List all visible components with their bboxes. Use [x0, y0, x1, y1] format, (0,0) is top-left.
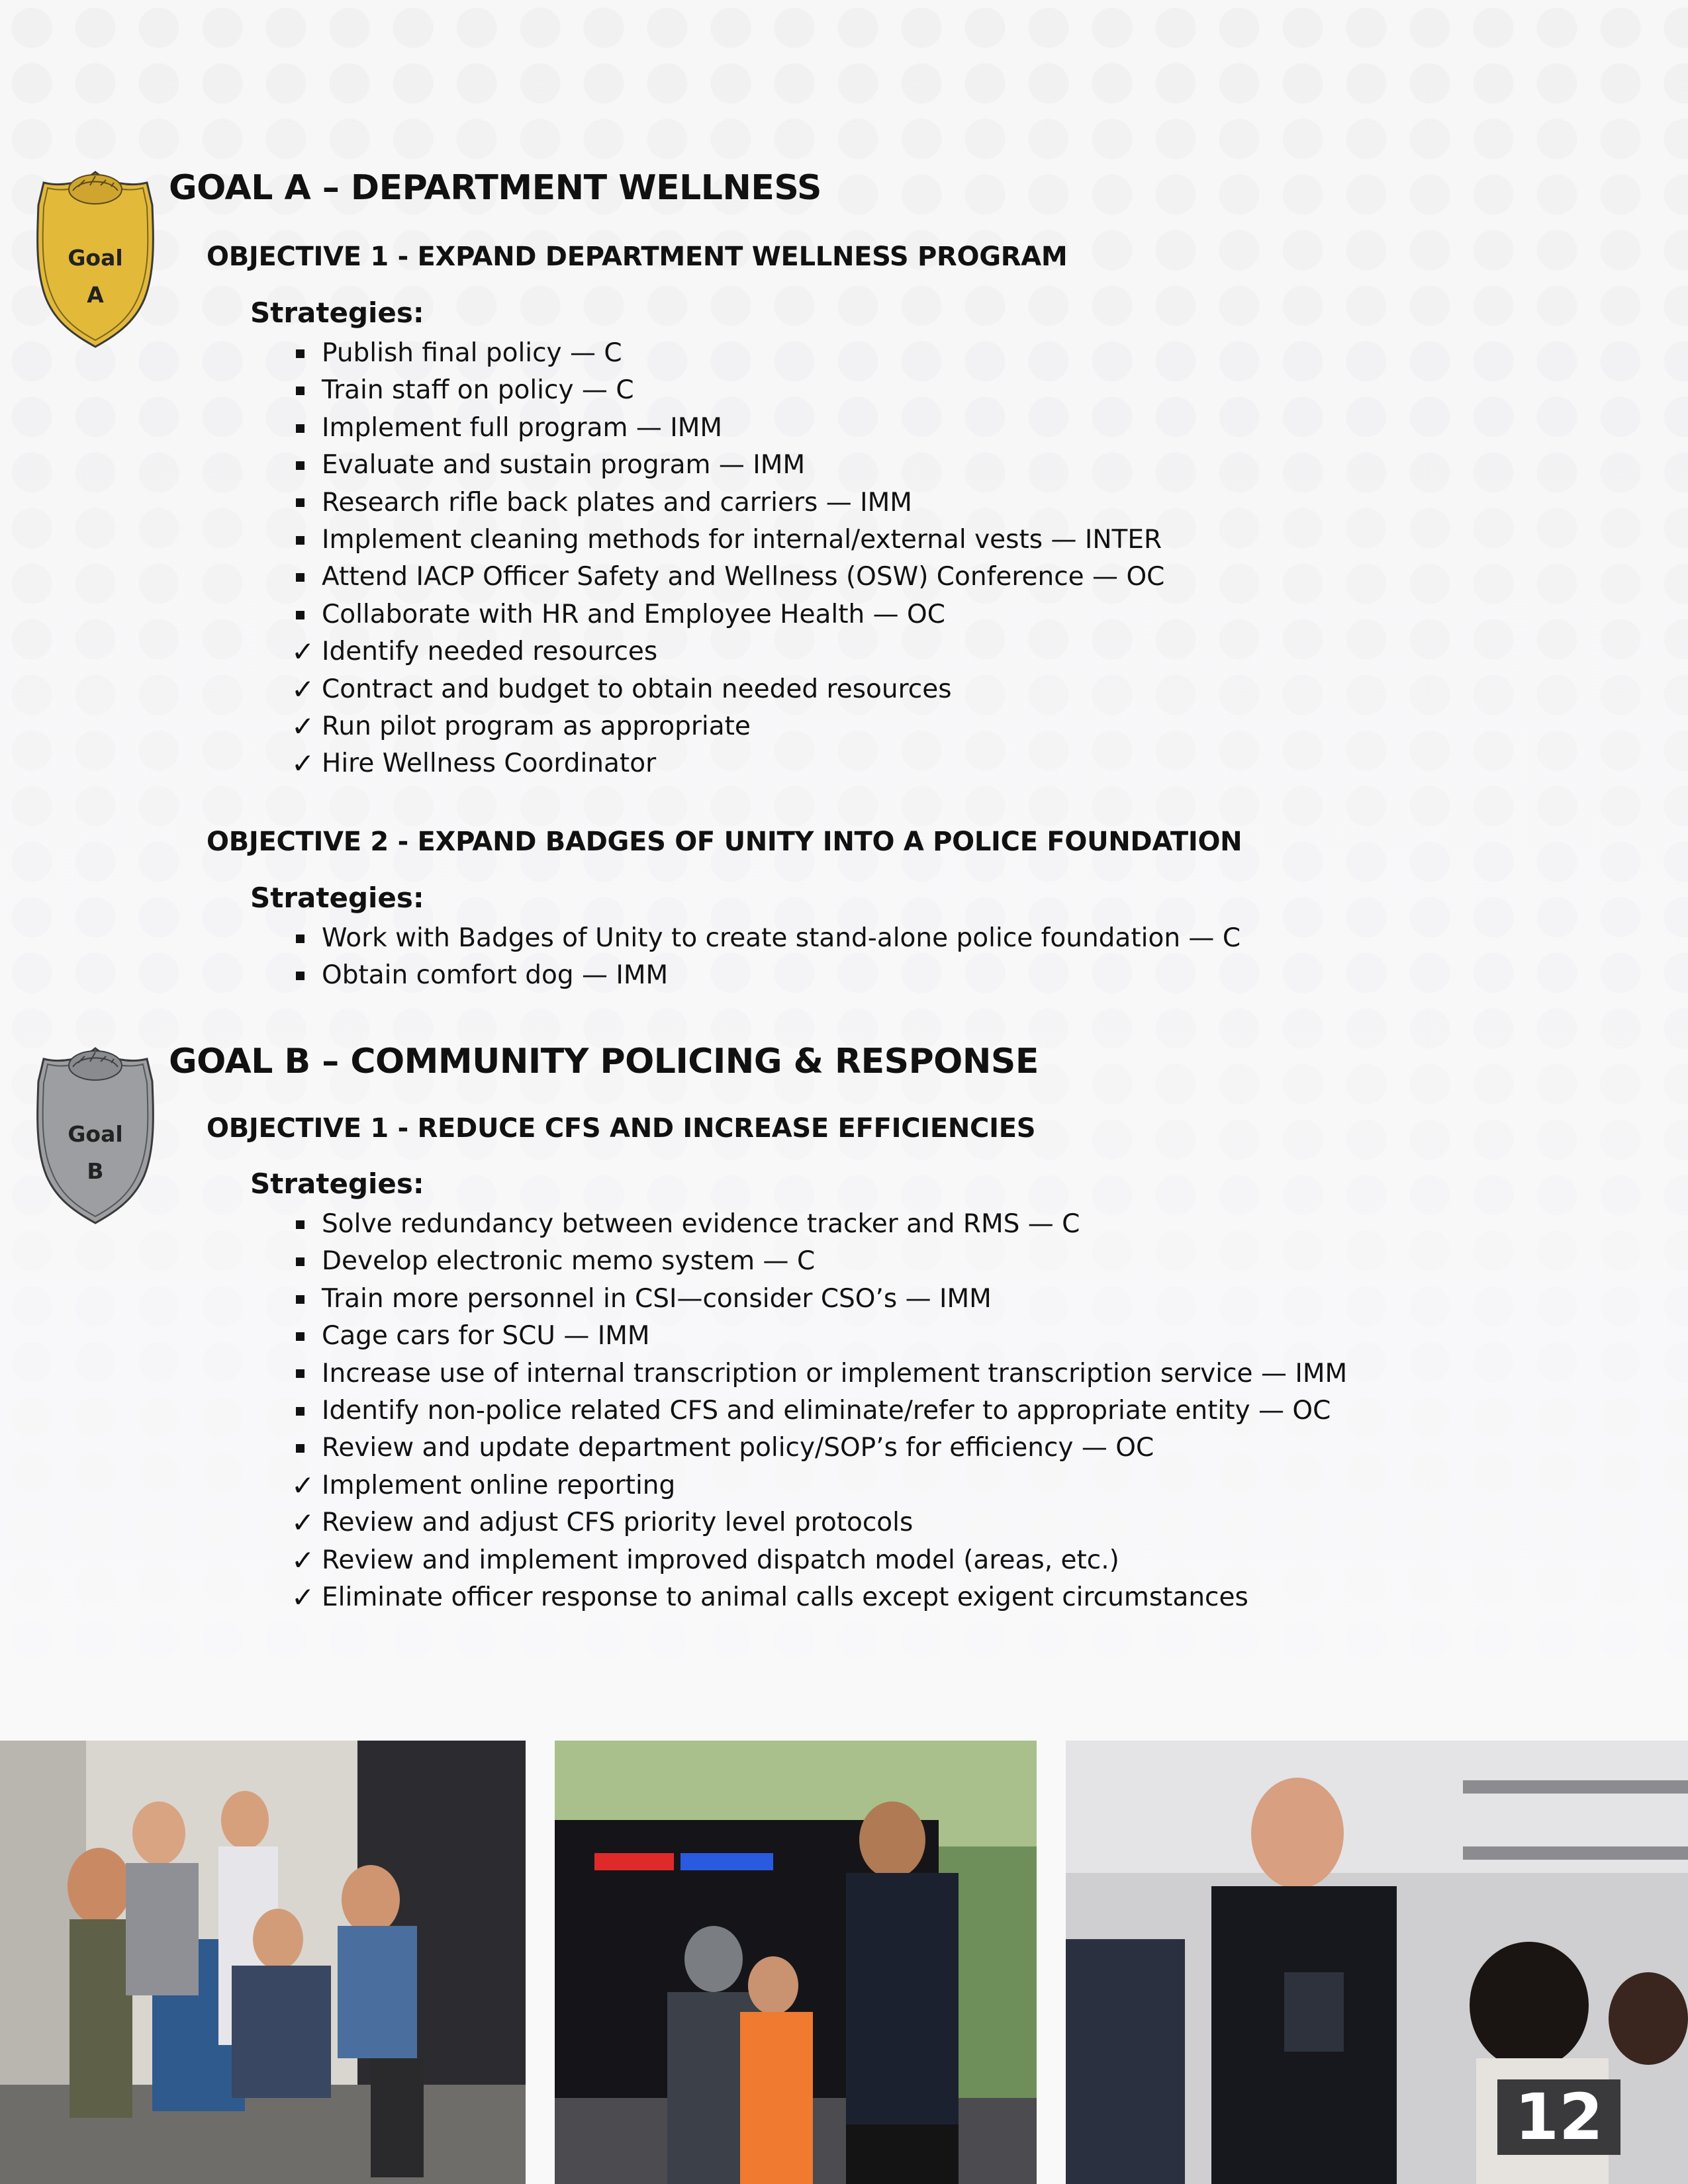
checkmark-icon: ✓ — [291, 1506, 315, 1539]
strategy-text: Obtain comfort dog — IMM — [322, 960, 669, 991]
strategy-item — [291, 957, 1241, 994]
checkmark-icon: ✓ — [291, 747, 315, 780]
checkmark-icon: ✓ — [291, 1581, 315, 1614]
strategy-text: Review and implement improved dispatch model (areas, etc.) — [322, 1545, 1119, 1575]
photo-staff-group-image — [0, 1741, 526, 2184]
bullet-square-icon — [296, 1257, 305, 1266]
strategy-item — [291, 484, 1164, 522]
goal-a-badge — [34, 167, 156, 349]
photo-staff-group — [0, 1741, 526, 2184]
strategy-text: Publish final policy — C — [322, 338, 622, 368]
strategy-item — [291, 671, 1164, 708]
strategy-text: Train more personnel in CSI—consider CSO’s — IMM — [322, 1283, 992, 1314]
checkmark-icon: ✓ — [291, 635, 315, 668]
bullet-square-icon — [296, 1295, 305, 1304]
strategy-text: Implement cleaning methods for internal/external vests — INTER — [322, 525, 1162, 555]
bullet-square-icon — [296, 1369, 305, 1378]
strategy-item — [291, 447, 1164, 484]
bullet-square-icon — [296, 387, 305, 395]
goal-b-objective-1-title: OBJECTIVE 1 - REDUCE CFS AND INCREASE EFFICIENCIES — [207, 1113, 1036, 1144]
strategy-item — [291, 633, 1164, 670]
goal-b-badge — [34, 1043, 156, 1226]
strategy-item — [291, 559, 1164, 596]
checkmark-icon: ✓ — [291, 672, 315, 705]
badge-line-goal: Goal — [68, 1121, 123, 1147]
strategy-text: Research rifle back plates and carriers — IMM — [322, 487, 912, 518]
strategy-text: Develop electronic memo system — C — [322, 1246, 816, 1277]
photo-officer-kids-car — [555, 1741, 1037, 2184]
strategy-text: Review and update department policy/SOP’s for efficiency — OC — [322, 1433, 1154, 1463]
strategy-item — [291, 410, 1164, 447]
goal-a-objective-2-title: OBJECTIVE 2 - EXPAND BADGES OF UNITY INTO A POLICE FOUNDATION — [207, 827, 1243, 857]
strategy-item — [291, 372, 1164, 409]
strategy-item — [291, 596, 1164, 633]
strategy-item — [291, 1243, 1347, 1280]
bullet-square-icon — [296, 424, 305, 433]
strategy-text: Identify non-police related CFS and eliminate/refer to appropriate entity — OC — [322, 1396, 1331, 1426]
bullet-square-icon — [296, 972, 305, 980]
checkmark-icon: ✓ — [291, 1543, 315, 1576]
bullet-square-icon — [296, 934, 305, 943]
strategy-text: Cage cars for SCU — IMM — [322, 1321, 650, 1351]
badge-line-letter: A — [87, 282, 104, 308]
goal-a-objective-2-strategies-label: Strategies: — [250, 882, 424, 914]
strategy-text: Evaluate and sustain program — IMM — [322, 450, 806, 480]
goal-a-objective-1-title: OBJECTIVE 1 - EXPAND DEPARTMENT WELLNESS PROGRAM — [207, 242, 1068, 272]
strategy-item — [291, 1467, 1347, 1504]
strategy-item — [291, 1281, 1347, 1318]
strategy-item — [291, 1206, 1347, 1243]
strategy-text: Identify needed resources — [322, 637, 658, 667]
badge-line-goal: Goal — [68, 245, 123, 271]
strategy-text: Increase use of internal transcription or implement transcription service — IMM — [322, 1358, 1348, 1388]
bullet-square-icon — [296, 349, 305, 358]
strategy-item — [291, 1504, 1347, 1541]
bullet-square-icon — [296, 1332, 305, 1341]
page-number: 12 — [1497, 2079, 1620, 2155]
strategy-item — [291, 745, 1164, 782]
strategy-item — [291, 1318, 1347, 1355]
bullet-square-icon — [296, 1220, 305, 1229]
strategy-item — [291, 708, 1164, 745]
goal-a-badge-label — [34, 240, 156, 314]
strategy-text: Work with Badges of Unity to create stand-alone police foundation — C — [322, 923, 1241, 953]
goal-b-objective-1-strategies — [291, 1206, 1347, 1616]
strategy-text: Run pilot program as appropriate — [322, 711, 751, 742]
badge-line-letter: B — [87, 1158, 104, 1184]
checkmark-icon: ✓ — [291, 710, 315, 743]
goal-b-badge-label — [34, 1116, 156, 1190]
bullet-square-icon — [296, 573, 305, 582]
strategy-text: Attend IACP Officer Safety and Wellness (OSW) Conference — OC — [322, 562, 1165, 592]
goal-a-title: GOAL A – DEPARTMENT WELLNESS — [169, 168, 821, 208]
bullet-square-icon — [296, 461, 305, 470]
strategy-item — [291, 335, 1164, 372]
goal-b-objective-1-strategies-label: Strategies: — [250, 1167, 424, 1200]
strategy-item — [291, 1355, 1347, 1392]
bullet-square-icon — [296, 611, 305, 619]
strategy-text: Implement full program — IMM — [322, 412, 723, 443]
strategy-text: Train staff on policy — C — [322, 375, 634, 406]
strategy-item — [291, 522, 1164, 559]
goal-a-objective-1-strategies-label: Strategies: — [250, 296, 424, 329]
goal-a-objective-1-strategies — [291, 335, 1164, 783]
strategy-item — [291, 1430, 1347, 1467]
strategy-item — [291, 1392, 1347, 1430]
bullet-square-icon — [296, 1444, 305, 1453]
bullet-square-icon — [296, 536, 305, 545]
strategy-text: Implement online reporting — [322, 1470, 676, 1500]
goal-a-objective-2-strategies — [291, 920, 1241, 995]
strategy-item — [291, 1542, 1347, 1579]
strategy-text: Hire Wellness Coordinator — [322, 749, 657, 779]
strategy-text: Collaborate with HR and Employee Health — OC — [322, 599, 945, 629]
photo-officer-kids-car-image — [555, 1741, 1037, 2184]
strategy-text: Eliminate officer response to animal calls except exigent circumstances — [322, 1582, 1248, 1613]
checkmark-icon: ✓ — [291, 1469, 315, 1502]
strategy-text: Review and adjust CFS priority level protocols — [322, 1508, 914, 1538]
goal-b-title: GOAL B – COMMUNITY POLICING & RESPONSE — [169, 1042, 1039, 1081]
strategy-item — [291, 920, 1241, 957]
strategy-text: Solve redundancy between evidence tracker and RMS — C — [322, 1209, 1080, 1239]
strategy-text: Contract and budget to obtain needed resources — [322, 674, 952, 704]
bullet-square-icon — [296, 498, 305, 507]
bullet-square-icon — [296, 1407, 305, 1416]
strategy-item — [291, 1579, 1347, 1616]
